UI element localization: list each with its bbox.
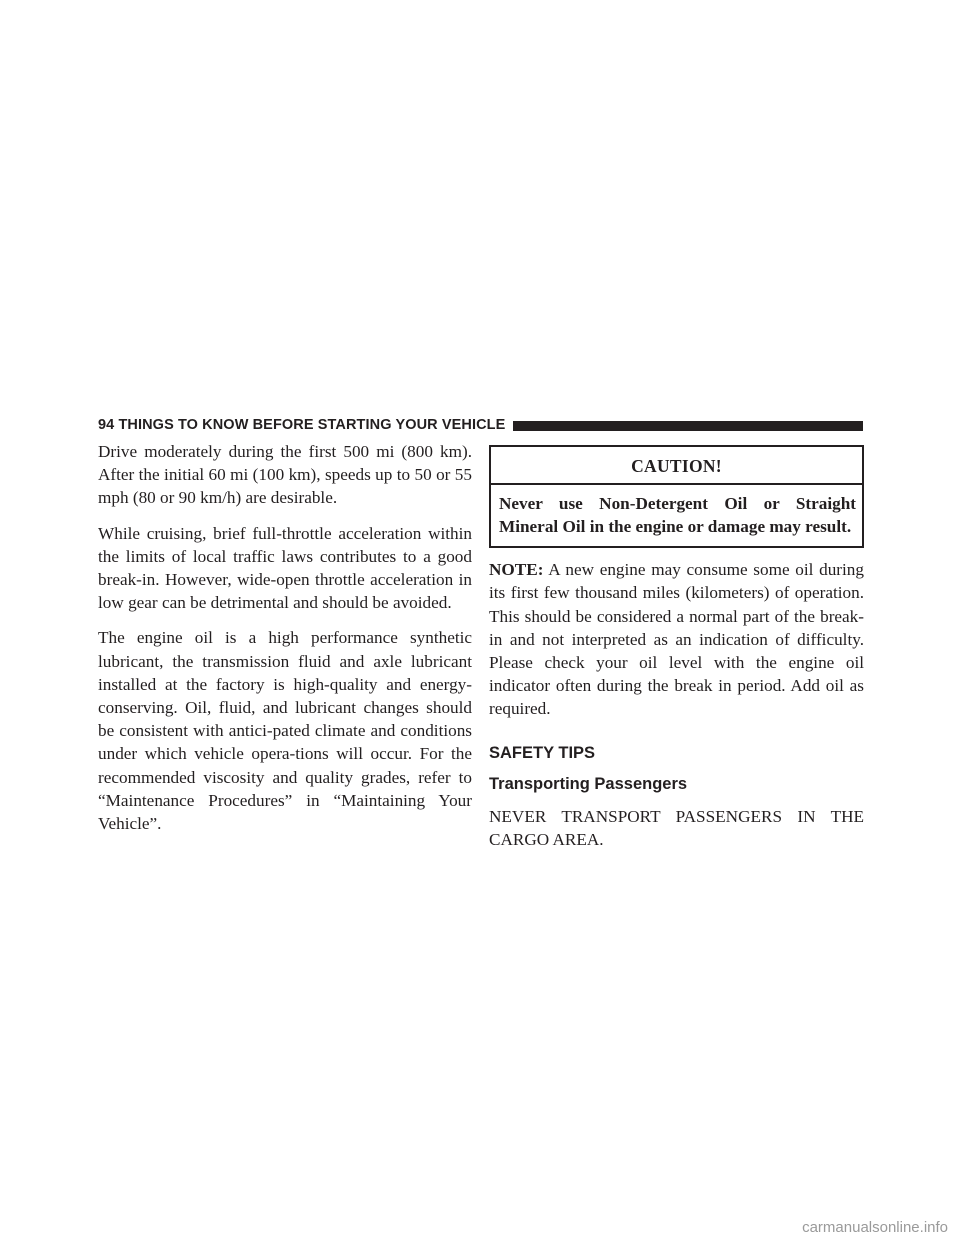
- note-paragraph: [489, 558, 864, 720]
- paragraph-cargo-warning: NEVER TRANSPORT PASSENGERS IN THE CARGO AREA.: [489, 806, 864, 849]
- caution-text: Never use Non-Detergent Oil or Straight Mineral Oil in the engine or damage may result.: [499, 494, 856, 537]
- paragraph-break-in-speeds: Drive moderately during the first 500 mi (800 km). After the initial 60 mi (100 km), speeds up to 50 or 55 mph (80 or 90 km/h) are desirable.: [98, 442, 472, 508]
- subsection-heading-transporting-passengers: Transporting Passengers: [489, 774, 688, 793]
- right-column: [489, 440, 864, 863]
- caution-title: CAUTION!: [491, 447, 862, 485]
- section-heading-safety-tips: SAFETY TIPS: [489, 743, 596, 762]
- page-number-and-chapter-title: 94 THINGS TO KNOW BEFORE STARTING YOUR VEHICLE: [98, 417, 506, 433]
- paragraph-cruising: While cruising, brief full-throttle acceleration within the limits of local traffic laws contributes to a good break-in. However, wide-open throttle acceleration in low gear can be detrimental and should be avoided.: [98, 523, 472, 613]
- note-text: A new engine may consume some oil during its first few thousand miles (kilometers) of operation. This should be considered a normal part of the break-in and not interpreted as an indication of difficulty. Please check your oil level with the engine oil indicator often during the break in period. Add oil as required.: [489, 560, 864, 719]
- left-column: [98, 440, 472, 847]
- caution-box: [489, 445, 864, 548]
- paragraph-engine-oil: The engine oil is a high performance synthetic lubricant, the transmission fluid and axle lubricant installed at the factory is high-quality and energy-conserving. Oil, fluid, and lubricant changes should be consistent with antici-pated climate and conditions under which vehicle opera-tions will occur. For the recommended viscosity and quality grades, refer to “Maintenance Procedures” in “Maintaining Your Vehicle”.: [98, 628, 472, 834]
- note-label: NOTE:: [489, 560, 544, 580]
- header-rule: [513, 421, 863, 431]
- site-watermark: carmanualsonline.info: [802, 1219, 948, 1236]
- running-header: [98, 415, 863, 435]
